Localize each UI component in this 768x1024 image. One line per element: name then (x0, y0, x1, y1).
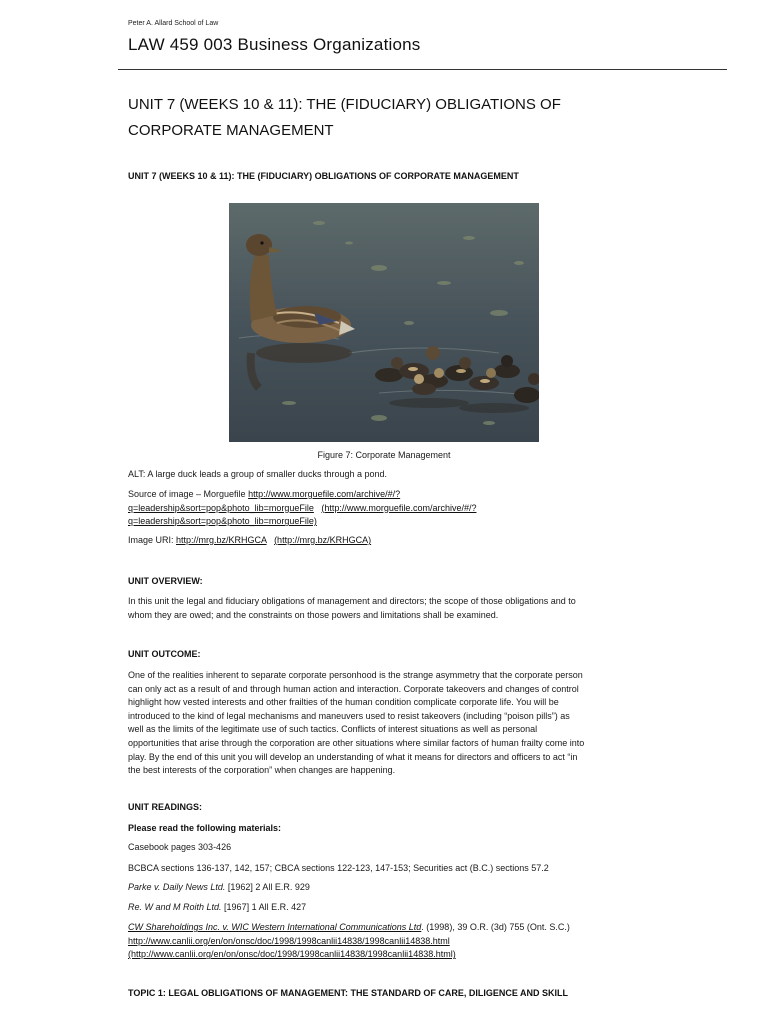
reading-casebook: Casebook pages 303-426 (128, 842, 232, 852)
figure-caption: Figure 7: Corporate Management (317, 450, 451, 460)
morguefile-link-cont[interactable]: q=leadership&sort=pop&photo_lib=morgueFile (128, 502, 314, 513)
reading-roith-cite: [1967] 1 All E.R. 427 (221, 902, 307, 912)
morguefile-link-paren-cont[interactable]: q=leadership&sort=pop&photo_lib=morgueFile) (128, 516, 317, 527)
reading-parke (128, 882, 310, 892)
outcome-line: can only act as a result of and through human action and interaction. Corporate takeovers and changes of control (128, 683, 579, 694)
reading-cw (128, 921, 643, 962)
image-source (128, 488, 643, 529)
reading-parke-cite: [1962] 2 All E.R. 929 (225, 882, 310, 892)
reading-cw-case: CW Shareholdings Inc. v. WIC Western International Communications Ltd (128, 922, 422, 932)
overview-heading: UNIT OVERVIEW: (128, 576, 203, 586)
outcome-heading: UNIT OUTCOME: (128, 649, 201, 659)
image-uri-link-paren[interactable]: (http://mrg.bz/KRHGCA) (274, 535, 372, 545)
outcome-line: play. By the end of this unit you will develop an understanding of what it means for directors and officers to act “in (128, 751, 578, 762)
reading-parke-case: Parke v. Daily News Ltd. (128, 882, 226, 892)
page-title-line-2: CORPORATE MANAGEMENT (128, 122, 334, 139)
outcome-line: opportunities that arise through the corporation are other situations where similar factors of human frailty come into (128, 737, 585, 748)
overview-text (128, 595, 643, 622)
outcome-line: the best interests of the corporation” when changes are happening. (128, 765, 396, 776)
course-title: LAW 459 003 Business Organizations (128, 35, 421, 54)
topic1-heading: TOPIC 1: LEGAL OBLIGATIONS OF MANAGEMENT: THE STANDARD OF CARE, DILIGENCE AND SKILL (128, 988, 569, 998)
image-uri-link[interactable]: http://mrg.bz/KRHGCA (176, 535, 267, 545)
outcome-line: well as the limits of the legitimate use of such tactics. Conflicts of interest situations as well as personal (128, 724, 538, 735)
image-source-label: Source of image – Morguefile (128, 489, 249, 499)
duck-image (229, 203, 539, 442)
overview-line: In this unit the legal and fiduciary obligations of management and directors; the scope of those obligations and to (128, 596, 576, 606)
canlii-link[interactable]: http://www.canlii.org/en/on/onsc/doc/1998/1998canlii14838/1998canlii14838.html (128, 935, 450, 946)
outcome-text (128, 669, 643, 778)
reading-cw-cite: . (1998), 39 O.R. (3d) 755 (Ont. S.C.) (421, 922, 570, 932)
image-uri-label: Image URI: (128, 535, 177, 545)
image-uri (128, 535, 371, 545)
reading-roith (128, 902, 306, 912)
school-name: Peter A. Allard School of Law (128, 20, 219, 27)
unit-heading: UNIT 7 (WEEKS 10 & 11): THE (FIDUCIARY) OBLIGATIONS OF CORPORATE MANAGEMENT (128, 171, 519, 181)
morguefile-link[interactable]: http://www.morguefile.com/archive/#/? (248, 489, 401, 499)
page-title (128, 92, 648, 144)
outcome-line: highlight how vested interests and other frailties of the human condition complicate corporate life. You will be (128, 697, 559, 708)
overview-line: whom they are owed; and the constraints on those powers and limitations shall be examined. (128, 609, 499, 620)
outcome-line: One of the realities inherent to separate corporate personhood is the strange asymmetry that the corporate person (128, 670, 583, 680)
morguefile-link-paren[interactable]: (http://www.morguefile.com/archive/#/? (321, 502, 477, 513)
page-title-line-1: UNIT 7 (WEEKS 10 & 11): THE (FIDUCIARY) OBLIGATIONS OF (128, 96, 561, 113)
readings-heading: UNIT READINGS: (128, 802, 202, 812)
duck-photo (229, 203, 539, 442)
canlii-link-paren[interactable]: (http://www.canlii.org/en/on/onsc/doc/1998/1998canlii14838/1998canlii14838.html) (128, 949, 456, 960)
reading-roith-case: Re. W and M Roith Ltd. (128, 902, 222, 912)
outcome-line: introduced to the kind of legal mechanisms and maneuvers used to resist takeovers (including “poison pills”) as (128, 710, 570, 721)
header-divider (118, 69, 727, 70)
alt-text: ALT: A large duck leads a group of smaller ducks through a pond. (128, 469, 387, 479)
reading-cw-case-link[interactable] (128, 922, 421, 932)
reading-statutes: BCBCA sections 136-137, 142, 157; CBCA sections 122-123, 147-153; Securities act (B.C.) sections 57.2 (128, 863, 549, 873)
readings-subheading: Please read the following materials: (128, 823, 282, 833)
